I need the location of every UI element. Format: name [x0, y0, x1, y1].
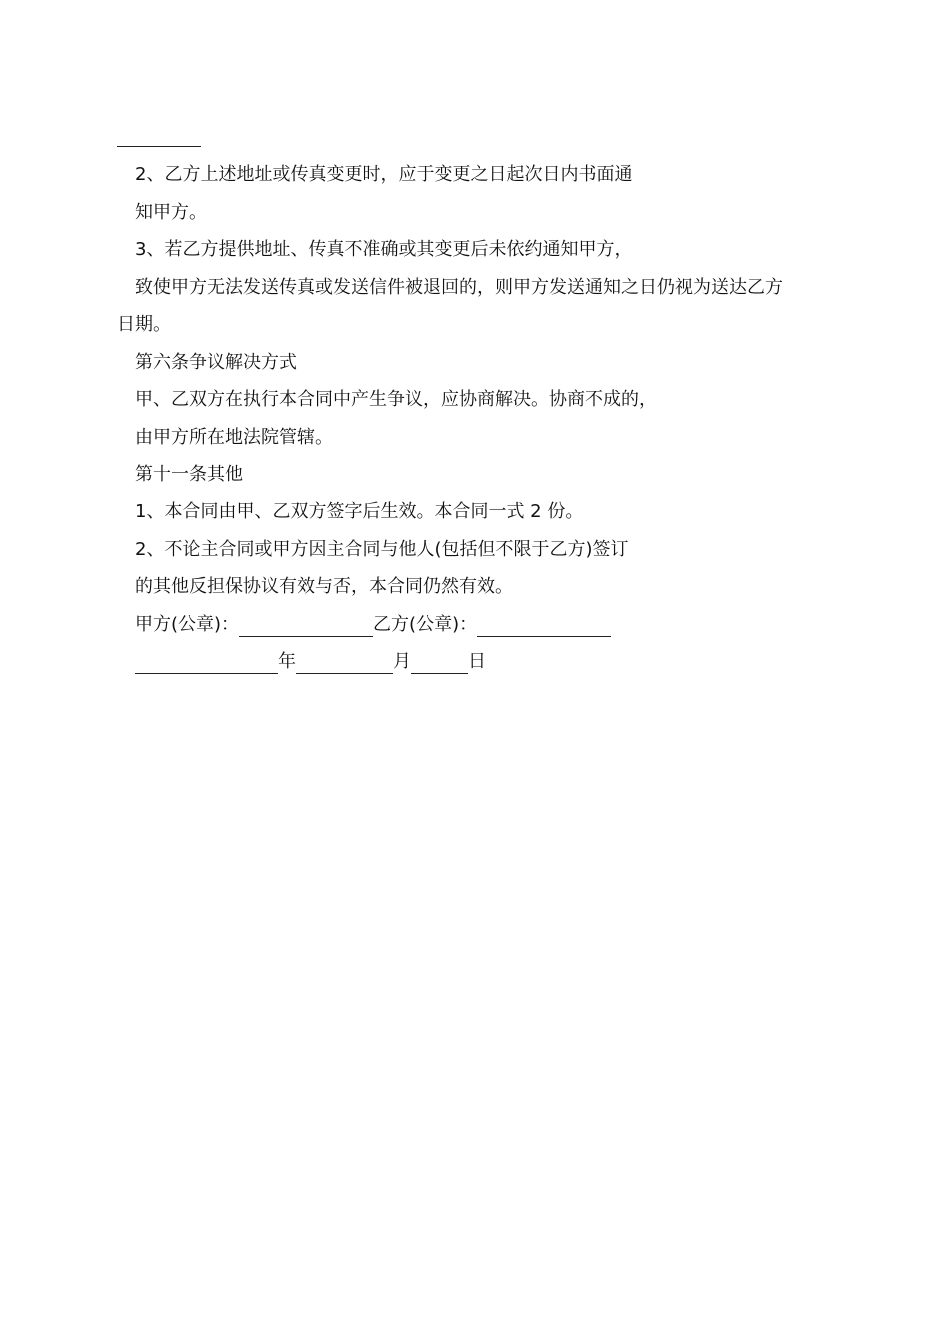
- section-heading: 第十一条其他: [135, 464, 243, 485]
- date-line: [135, 650, 486, 674]
- top-underline-blank: [117, 146, 201, 147]
- clause-line: 知甲方。: [135, 202, 207, 223]
- month-label: 月: [393, 651, 411, 672]
- clause-line: 的其他反担保协议有效与否，本合同仍然有效。: [135, 576, 513, 597]
- clause-line: 由甲方所在地法院管辖。: [135, 427, 333, 448]
- party-a-signature-blank: [239, 617, 373, 637]
- clause-line: 1、本合同由甲、乙双方签字后生效。本合同一式 2 份。: [135, 501, 584, 522]
- clause-line: 2、乙方上述地址或传真变更时，应于变更之日起次日内书面通: [135, 164, 633, 185]
- clause-line: 甲、乙双方在执行本合同中产生争议，应协商解决。协商不成的，: [135, 389, 657, 410]
- date-blank-year: [135, 654, 278, 674]
- date-blank-day: [411, 654, 468, 674]
- signature-line: [135, 613, 611, 637]
- date-blank-month: [296, 654, 393, 674]
- year-label: 年: [278, 651, 296, 672]
- day-label: 日: [468, 651, 486, 672]
- section-heading: 第六条争议解决方式: [135, 352, 297, 373]
- party-b-signature-blank: [477, 617, 611, 637]
- party-a-label: 甲方(公章)：: [135, 614, 240, 635]
- clause-line: 3、若乙方提供地址、传真不准确或其变更后未依约通知甲方，: [135, 239, 633, 260]
- clause-line: 日期。: [117, 314, 171, 335]
- clause-line: 致使甲方无法发送传真或发送信件被退回的，则甲方发送通知之日仍视为送达乙方: [135, 277, 783, 298]
- clause-line: 2、不论主合同或甲方因主合同与他人(包括但不限于乙方)签订: [135, 539, 629, 560]
- party-b-label: 乙方(公章)：: [373, 614, 478, 635]
